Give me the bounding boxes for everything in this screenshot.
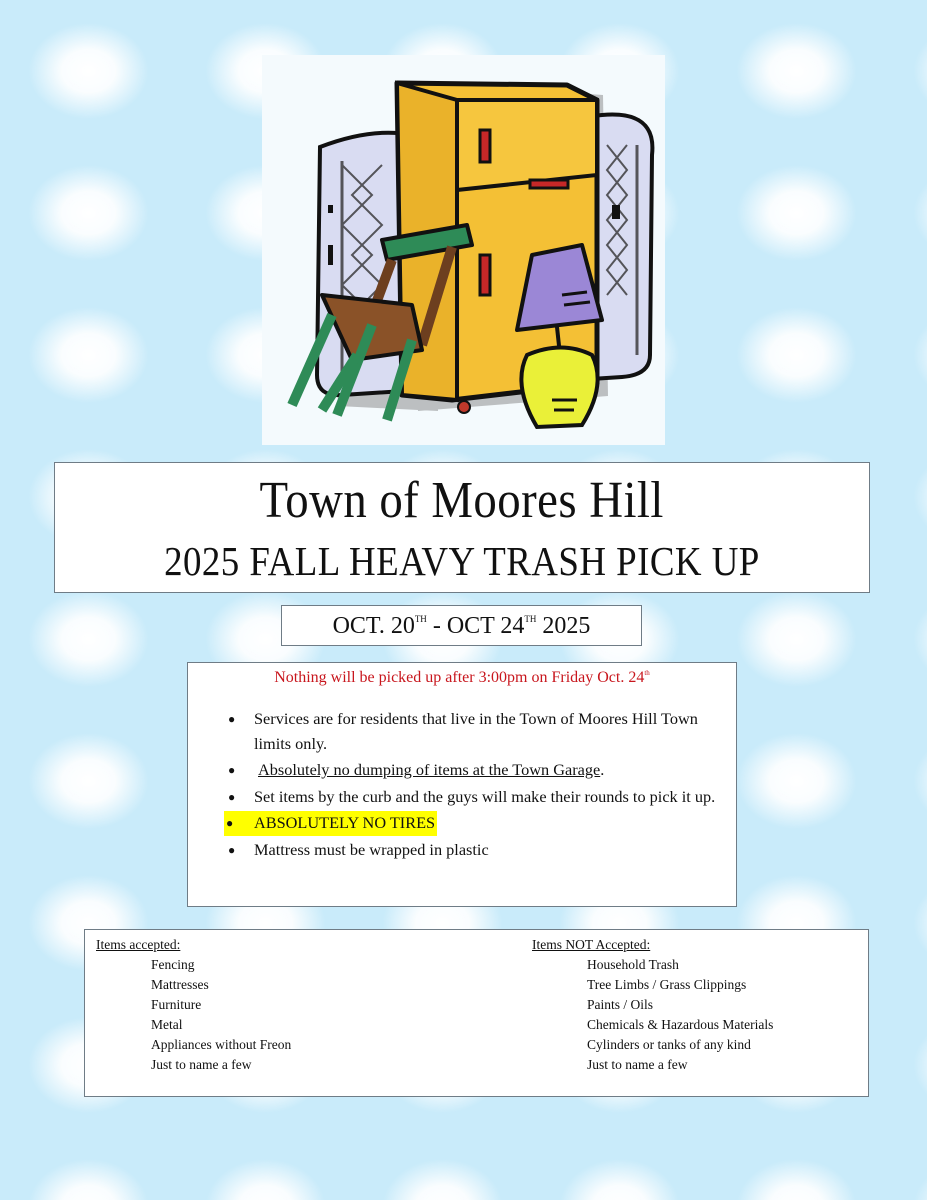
list-item: Just to name a few [587,1057,688,1072]
rule-item [226,785,722,810]
rule-text-trailing: . [600,760,605,779]
bullet-icon: ● [228,842,236,857]
list-item: Appliances without Freon [151,1037,292,1052]
accepted-heading: Items accepted: [96,937,181,952]
date-year: 2025 [536,613,591,639]
deadline-notice-suffix: th [644,669,650,677]
date-separator: - [426,613,447,639]
rule-text: Services are for residents that live in the Town of Moores Hill Town limits only. [254,709,698,753]
rule-text: Set items by the curb and the guys will make their rounds to pick it up. [254,786,716,806]
accepted-items-column [96,935,291,1075]
title-banner [54,462,870,593]
list-item: Tree Limbs / Grass Clippings [587,977,747,992]
end-date: OCT 24 [446,613,525,639]
bullet-icon: ● [228,789,236,804]
list-item: Household Trash [587,957,679,972]
not-accepted-items-list [532,955,773,1075]
end-date-suffix: TH [524,614,537,624]
list-item: Furniture [151,997,202,1012]
not-accepted-items-column [532,935,773,1075]
date-range-box [281,605,642,646]
event-subtitle: 2025 FALL HEAVY TRASH PICK UP [164,538,760,584]
rule-text: Absolutely no dumping of items at the Town Garage [258,760,601,779]
page-title: Town of Moores Hill [259,472,665,529]
accepted-items-list [96,955,291,1075]
start-date-suffix: TH [414,614,427,624]
list-item: Just to name a few [151,1057,252,1072]
rule-text: ABSOLUTELY NO TIRES [254,813,436,832]
list-item: Metal [151,1017,183,1032]
items-box [84,929,869,1097]
list-item: Cylinders or tanks of any kind [587,1037,751,1052]
bullet-icon: ● [226,816,234,830]
deadline-notice [188,669,736,687]
rules-list [226,707,722,864]
rules-box [187,662,737,907]
rule-text: Mattress must be wrapped in plastic [254,839,489,859]
heavy-trash-clipart [262,55,665,445]
rule-item-highlighted [224,811,437,836]
list-item: Chemicals & Hazardous Materials [587,1017,774,1032]
heavy-trash-icon [262,55,665,445]
list-item: Paints / Oils [587,997,654,1012]
rule-item [226,758,722,783]
start-date: OCT. 20 [332,613,415,639]
bullet-icon: ● [228,763,236,777]
deadline-notice-text: Nothing will be picked up after 3:00pm on Friday Oct. 24 [274,669,645,686]
rule-item [226,707,722,756]
list-item: Mattresses [151,977,209,992]
not-accepted-heading: Items NOT Accepted: [532,937,651,952]
rule-item [226,838,722,863]
list-item: Fencing [151,957,195,972]
bullet-icon: ● [228,712,236,726]
